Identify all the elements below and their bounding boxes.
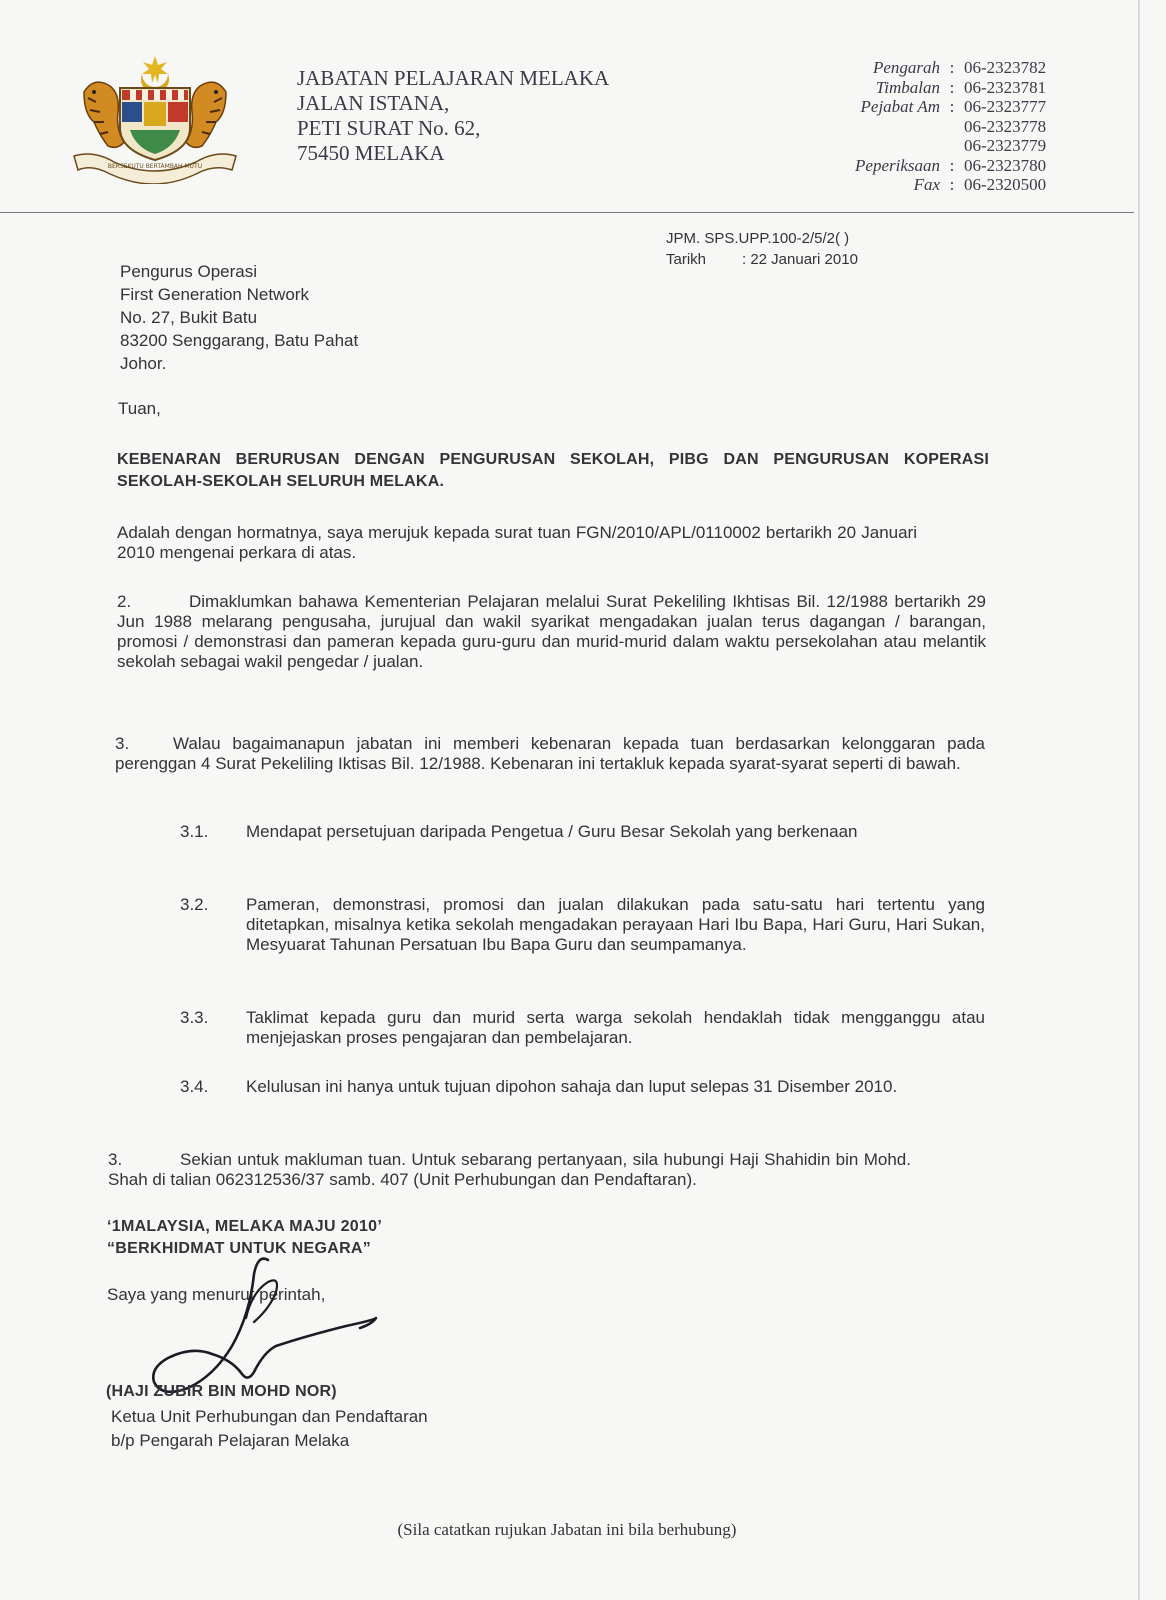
condition-number: 3.3.: [180, 1008, 209, 1027]
page-edge: [1138, 0, 1140, 1600]
contact-number: 06-2323779: [964, 136, 1047, 155]
address-line: 75450 MELAKA: [297, 141, 445, 165]
address-line: JABATAN PELAJARAN MELAKA: [297, 66, 610, 90]
crest-motto-text: BERSEKUTU BERTAMBAH MUTU: [107, 163, 203, 170]
contact-number: 06-2323780: [964, 155, 1047, 175]
motto-line: “BERKHIDMAT UNTUK NEGARA”: [107, 1240, 372, 1257]
contact-label: Pejabat Am: [860, 97, 940, 116]
address-line: PETI SURAT No. 62,: [297, 116, 481, 140]
signer-name: (HAJI ZUBIR BIN MOHD NOR): [106, 1383, 337, 1400]
condition-number: 3.2.: [180, 895, 209, 914]
recipient-line: Johor.: [120, 354, 167, 373]
paragraph-3: [115, 734, 985, 774]
salutation: Tuan,: [118, 399, 161, 418]
contact-number: 06-2323778: [964, 116, 1047, 136]
condition-number: 3.4.: [180, 1077, 209, 1096]
motto-block: [107, 1216, 382, 1260]
recipient-line: Pengurus Operasi: [120, 262, 258, 281]
contact-label: [800, 117, 940, 137]
condition-item: [180, 1008, 985, 1048]
contact-numbers: [800, 58, 1074, 195]
reference-number: JPM. SPS.UPP.100-2/5/2( ): [666, 230, 850, 247]
motto-line: ‘1MALAYSIA, MELAKA MAJU 2010’: [107, 1218, 383, 1235]
position-line: b/p Pengarah Pelajaran Melaka: [111, 1431, 350, 1450]
contact-row: [800, 78, 1074, 98]
contact-row: [800, 175, 1074, 195]
contact-separator: :: [949, 175, 955, 194]
condition-text: Pameran, demonstrasi, promosi dan jualan dilakukan pada satu-satu hari tertentu yang ditetapkan, misalnya ketika sekolah mengadakan perayaan Hari Ibu Bapa, Hari Guru, Hari Sukan, Mesyuarat Tahunan Persatuan Ibu Bapa Guru dan seumpamanya.: [246, 895, 985, 954]
contact-number: 06-2323782: [964, 58, 1047, 77]
address-line: JALAN ISTANA,: [297, 91, 450, 115]
condition-item: [180, 895, 985, 955]
department-address: [297, 66, 609, 166]
contact-separator: :: [949, 58, 955, 77]
contact-label: Timbalan: [875, 77, 940, 97]
contact-separator: [940, 136, 964, 156]
contact-separator: :: [949, 97, 955, 116]
contact-number: 06-2323777: [964, 97, 1047, 116]
signer-position: [111, 1405, 428, 1453]
footer-note: (Sila catatkan rujukan Jabatan ini bila berhubung): [397, 1520, 737, 1539]
paragraph-number: 2.: [117, 592, 132, 611]
condition-text: Mendapat persetujuan daripada Pengetua / Guru Besar Sekolah yang berkenaan: [246, 822, 858, 841]
condition-text: Taklimat kepada guru dan murid serta warga sekolah hendaklah tidak mengganggu atau menjejaskan proses pengajaran dan pembelajaran.: [246, 1008, 985, 1047]
recipient-line: No. 27, Bukit Batu: [120, 308, 258, 327]
paragraph-number: 3.: [115, 734, 130, 753]
condition-item: [180, 822, 985, 842]
letterhead-divider: [0, 212, 1134, 213]
recipient-line: 83200 Senggarang, Batu Pahat: [120, 331, 359, 350]
contact-row: [800, 58, 1074, 78]
recipient-line: First Generation Network: [120, 285, 309, 304]
contact-row: [800, 97, 1074, 117]
paragraph-text: Dimaklumkan bahawa Kementerian Pelajaran melalui Surat Pekeliling Ikhtisas Bil. 12/1988 bertarikh 29 Jun 1988 melarang pengusaha, jurujual dan wakil syarikat mengadakan jualan terus dagangan / barangan, promosi / demonstrasi dan pameran kepada guru-guru dan murid-murid dalam waktu persekolahan atau melantik sekolah sebagai wakil pengedar / jualan.: [117, 592, 986, 671]
malaysia-coat-of-arms-icon: [70, 52, 240, 184]
position-line: Ketua Unit Perhubungan dan Pendaftaran: [111, 1407, 428, 1426]
contact-label: Fax: [913, 175, 940, 194]
contact-row: [800, 136, 1074, 156]
contact-separator: :: [949, 77, 955, 97]
contact-label: Peperiksaan: [855, 155, 940, 175]
condition-number: 3.1.: [180, 822, 209, 841]
recipient-address: [120, 260, 358, 375]
sign-off: Saya yang menurut perintah,: [107, 1285, 326, 1304]
contact-separator: [940, 117, 964, 137]
contact-row: [800, 156, 1074, 176]
date-value: : 22 Januari 2010: [742, 251, 858, 268]
contact-label: Pengarah: [872, 58, 940, 77]
paragraph-closing: [108, 1150, 911, 1190]
condition-item: [180, 1077, 985, 1097]
date-label: Tarikh: [666, 251, 707, 268]
contact-row: [800, 117, 1074, 137]
paragraph-2: [117, 592, 986, 672]
contact-label: [800, 136, 940, 156]
contact-number: 06-2320500: [964, 175, 1047, 194]
paragraph-1: Adalah dengan hormatnya, saya merujuk kepada surat tuan FGN/2010/APL/0110002 bertarikh 20 Januari 2010 mengenai perkara di atas.: [117, 523, 917, 562]
paragraph-text: Sekian untuk makluman tuan. Untuk sebarang pertanyaan, sila hubungi Haji Shahidin bin Mohd. Shah di talian 062312536/37 samb. 407 (Unit Perhubungan dan Pendaftaran).: [108, 1150, 911, 1189]
condition-text: Kelulusan ini hanya untuk tujuan dipohon sahaja dan luput selepas 31 Disember 2010.: [246, 1077, 898, 1096]
paragraph-number: 3.: [108, 1150, 123, 1169]
letter-subject: KEBENARAN BERURUSAN DENGAN PENGURUSAN SEKOLAH, PIBG DAN PENGURUSAN KOPERASI SEKOLAH-SEKOLAH SELURUH MELAKA.: [117, 451, 989, 490]
paragraph-text: Walau bagaimanapun jabatan ini memberi kebenaran kepada tuan berdasarkan kelonggaran pada perenggan 4 Surat Pekeliling Iktisas Bil. 12/1988. Kebenaran ini tertakluk kepada syarat-syarat seperti di bawah.: [115, 734, 985, 773]
contact-number: 06-2323781: [964, 77, 1047, 97]
reference-block: [666, 228, 858, 270]
contact-separator: :: [949, 155, 955, 175]
